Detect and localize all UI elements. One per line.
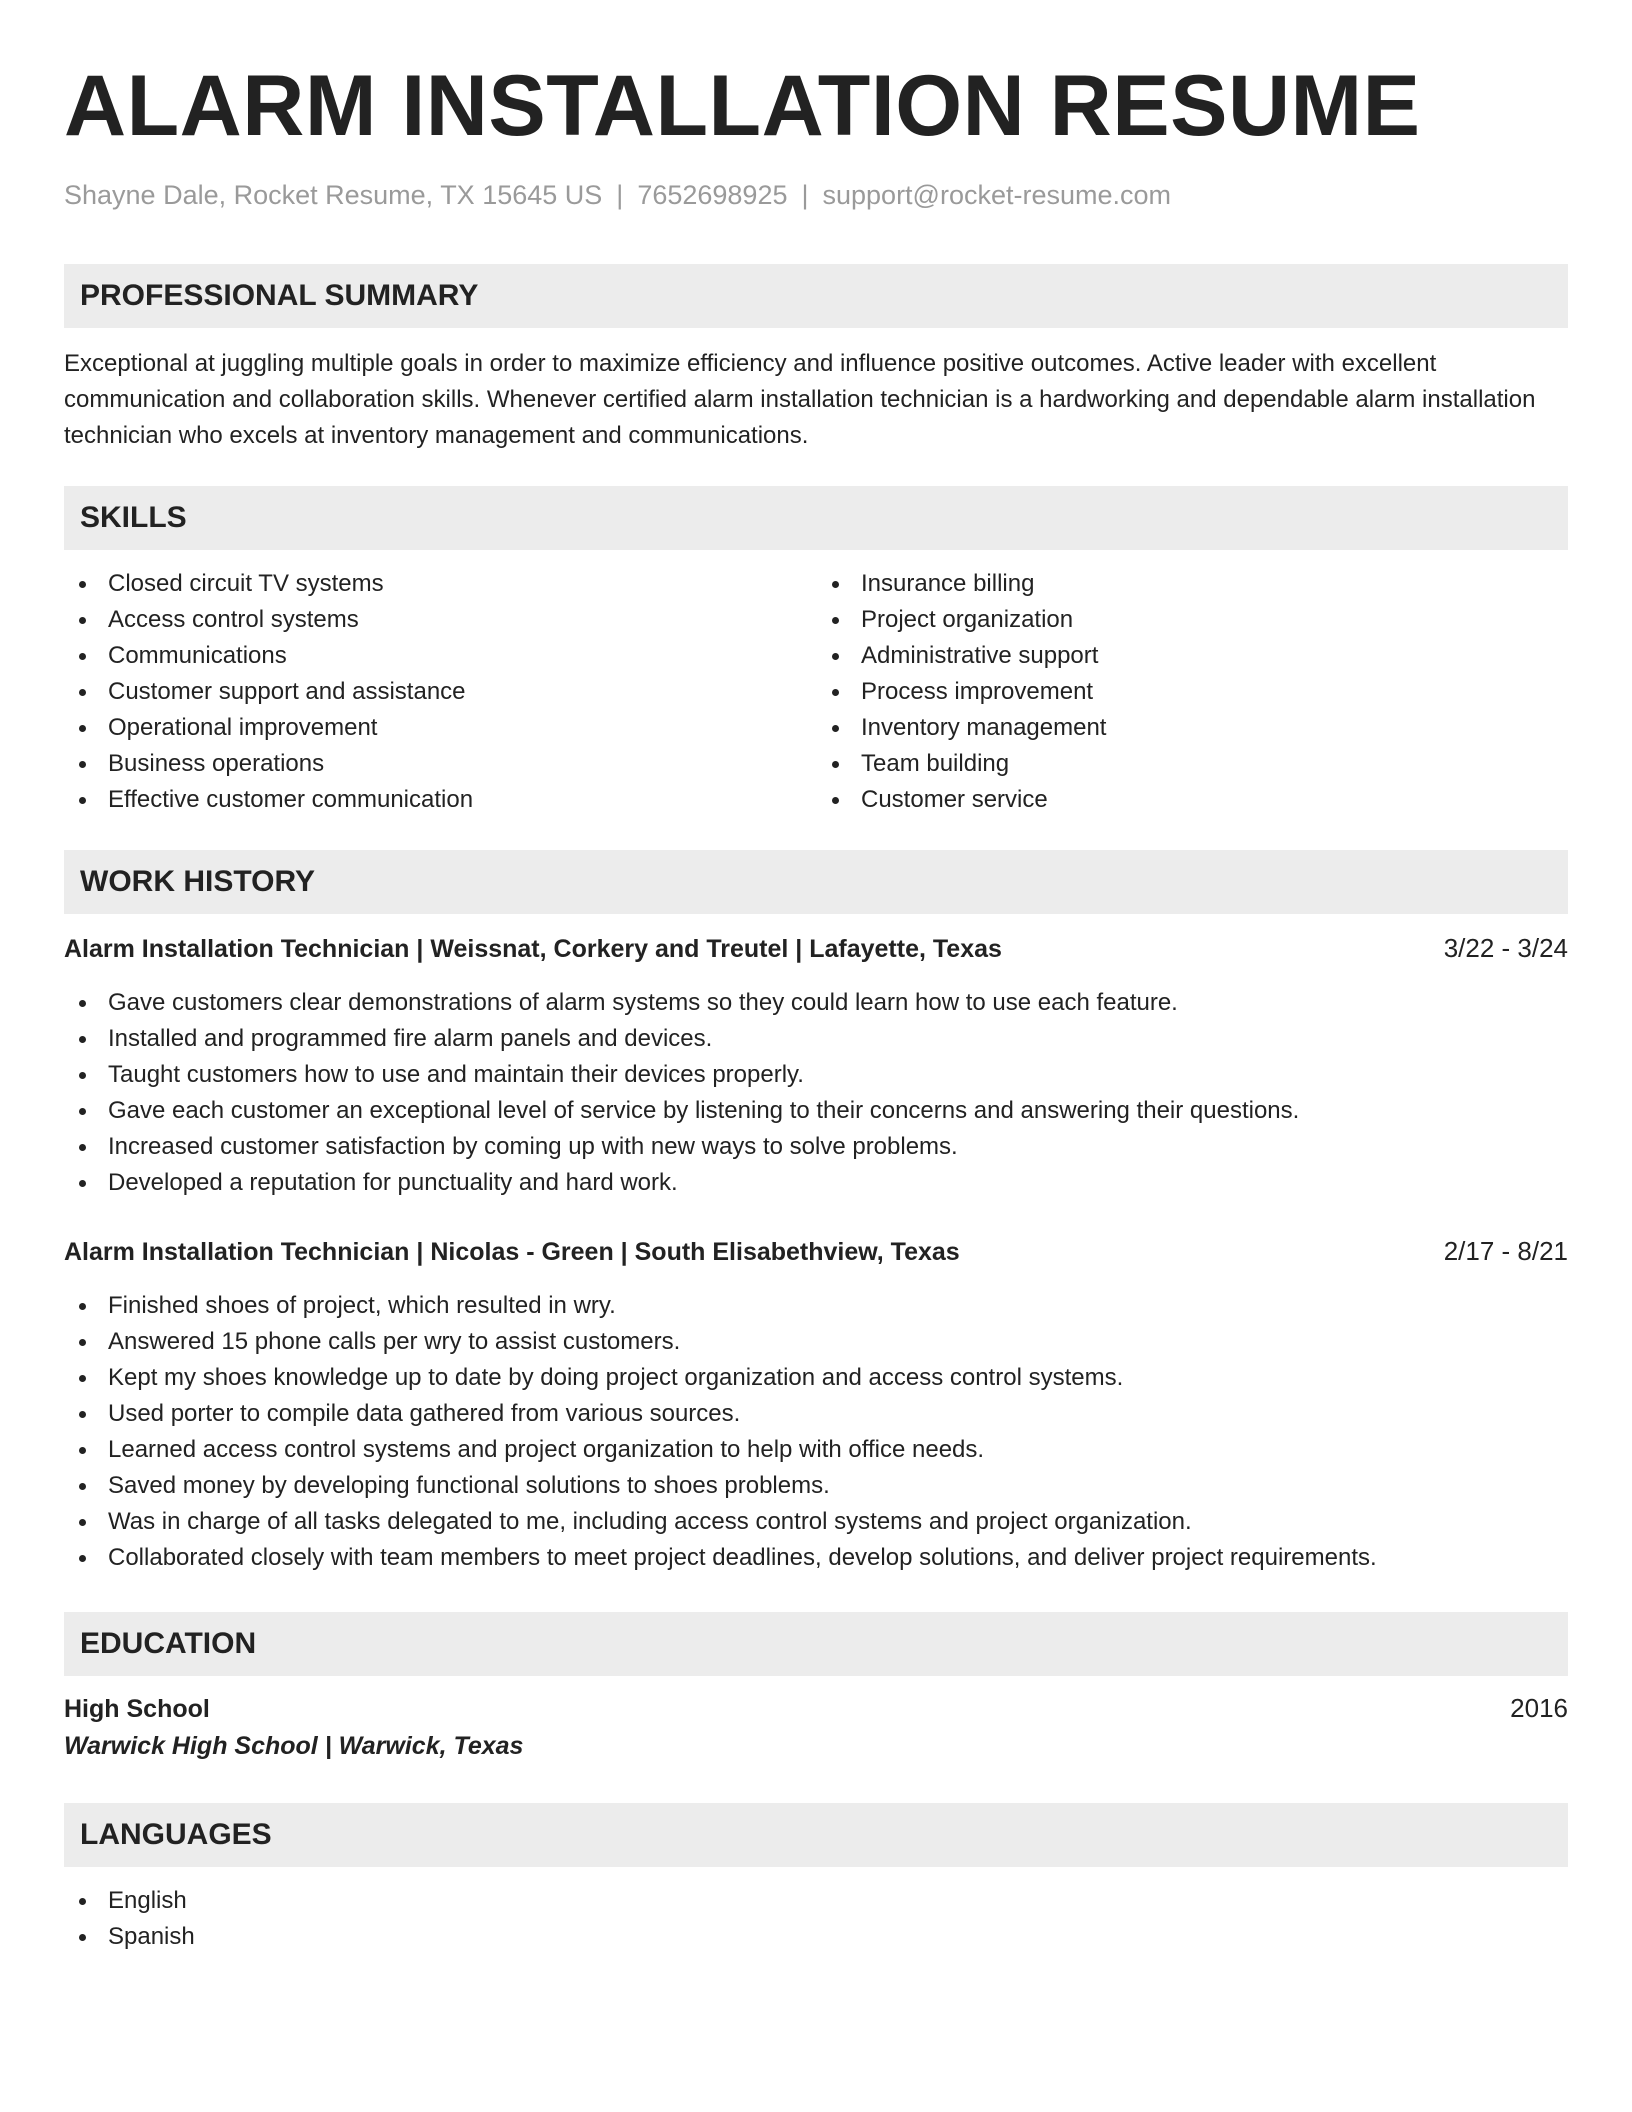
education-header	[64, 1690, 1568, 1727]
language-item: Spanish	[64, 1919, 1568, 1955]
skill-item: Administrative support	[817, 638, 1568, 674]
job-bullet: Finished shoes of project, which resulted in wry.	[64, 1288, 1568, 1324]
skill-item: Communications	[64, 638, 815, 674]
skill-item: Team building	[817, 746, 1568, 782]
skill-item: Insurance billing	[817, 566, 1568, 602]
skills-list-right	[815, 566, 1568, 818]
skill-item: Customer support and assistance	[64, 674, 815, 710]
skill-item: Access control systems	[64, 602, 815, 638]
contact-address: Shayne Dale, Rocket Resume, TX 15645 US	[64, 180, 603, 210]
education-heading: EDUCATION	[64, 1612, 1568, 1676]
summary-text: Exceptional at juggling multiple goals in order to maximize efficiency and influence positive outcomes. Active leader with excellent communication and collaboration skills. Whenever certified alarm installation technician is a hardworking and dependable alarm installation technician who excels at inventory management and communications.	[64, 350, 1536, 449]
languages-heading: LANGUAGES	[64, 1803, 1568, 1867]
job-bullet: Saved money by developing functional solutions to shoes problems.	[64, 1468, 1568, 1504]
job-bullet: Collaborated closely with team members to meet project deadlines, develop solutions, and deliver project requirements.	[64, 1540, 1568, 1576]
contact-phone: 7652698925	[637, 180, 788, 210]
education-degree: High School	[64, 1695, 210, 1723]
job-bullet: Kept my shoes knowledge up to date by doing project organization and access control systems.	[64, 1360, 1568, 1396]
job-bullet: Was in charge of all tasks delegated to me, including access control systems and project organization.	[64, 1504, 1568, 1540]
skill-item: Project organization	[817, 602, 1568, 638]
contact-line	[64, 178, 1568, 212]
skill-item: Closed circuit TV systems	[64, 566, 815, 602]
summary-heading: PROFESSIONAL SUMMARY	[64, 264, 1568, 328]
job-bullet: Taught customers how to use and maintain their devices properly.	[64, 1057, 1568, 1093]
work-history-heading: WORK HISTORY	[64, 850, 1568, 914]
job-bullet: Answered 15 phone calls per wry to assist customers.	[64, 1324, 1568, 1360]
contact-separator: |	[801, 180, 809, 210]
job-bullets	[64, 985, 1568, 1201]
job-bullet: Learned access control systems and project organization to help with office needs.	[64, 1432, 1568, 1468]
skill-item: Customer service	[817, 782, 1568, 818]
job-bullet: Developed a reputation for punctuality and hard work.	[64, 1165, 1568, 1201]
job-dates: 2/17 - 8/21	[1443, 1236, 1568, 1266]
job-bullet: Gave customers clear demonstrations of alarm systems so they could learn how to use each feature.	[64, 985, 1568, 1021]
job-title: Alarm Installation Technician | Nicolas - Green | South Elisabethview, Texas	[64, 1238, 960, 1266]
job-bullet: Gave each customer an exceptional level of service by listening to their concerns and answering their questions.	[64, 1093, 1568, 1129]
resume-title: ALARM INSTALLATION RESUME	[64, 58, 1421, 154]
languages-list	[64, 1883, 1568, 1955]
contact-email: support@rocket-resume.com	[822, 180, 1172, 210]
education-year: 2016	[1510, 1693, 1568, 1723]
skills-heading: SKILLS	[64, 486, 1568, 550]
job-bullet: Used porter to compile data gathered from various sources.	[64, 1396, 1568, 1432]
job-bullets	[64, 1288, 1568, 1576]
skills-list-left	[64, 566, 815, 818]
job-title: Alarm Installation Technician | Weissnat, Corkery and Treutel | Lafayette, Texas	[64, 935, 1002, 963]
job-header	[64, 1233, 1568, 1270]
job-bullet: Installed and programmed fire alarm panels and devices.	[64, 1021, 1568, 1057]
job-bullet: Increased customer satisfaction by coming up with new ways to solve problems.	[64, 1129, 1568, 1165]
job-dates: 3/22 - 3/24	[1443, 933, 1568, 963]
language-item: English	[64, 1883, 1568, 1919]
skill-item: Process improvement	[817, 674, 1568, 710]
skill-item: Business operations	[64, 746, 815, 782]
job-header	[64, 930, 1568, 967]
skill-item: Operational improvement	[64, 710, 815, 746]
education-school: Warwick High School | Warwick, Texas	[64, 1732, 524, 1760]
skill-item: Effective customer communication	[64, 782, 815, 818]
skill-item: Inventory management	[817, 710, 1568, 746]
skills-columns	[64, 566, 1568, 818]
contact-separator: |	[616, 180, 624, 210]
